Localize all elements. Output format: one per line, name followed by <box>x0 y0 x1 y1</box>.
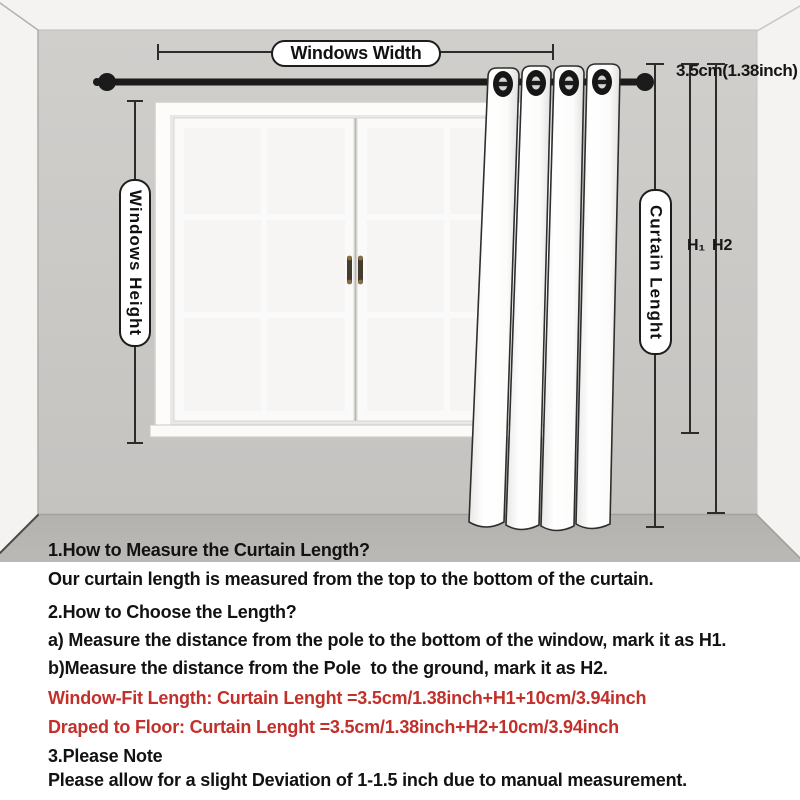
windows-width-label <box>271 40 441 67</box>
instruction-line: 1.How to Measure the Curtain Length? <box>48 540 370 560</box>
rod-finial-right <box>636 73 654 91</box>
grommet-icon <box>559 70 579 96</box>
instruction-line: b)Measure the distance from the Pole to the ground, mark it as H2. <box>48 658 608 678</box>
h1-label: H₁ <box>687 237 706 254</box>
windows-height-text: Windows Height <box>126 189 145 337</box>
instruction-line-formula: Draped to Floor: Curtain Lenght =3.5cm/1.38inch+H2+10cm/3.94inch <box>48 717 619 737</box>
rod-offset-label: 3.5cm(1.38inch) <box>676 61 798 80</box>
grommet-icon <box>526 70 546 96</box>
instruction-line-formula: Window-Fit Length: Curtain Lenght =3.5cm/1.38inch+H1+10cm/3.94inch <box>48 688 647 708</box>
instruction-line: Our curtain length is measured from the top to the bottom of the curtain. <box>48 569 654 589</box>
instruction-line: Please allow for a slight Deviation of 1-1.5 inch due to manual measurement. <box>48 770 687 790</box>
h2-label: H2 <box>712 237 733 254</box>
curtain-length-label <box>639 189 672 355</box>
grommet-icon <box>592 69 612 95</box>
instruction-line: 3.Please Note <box>48 746 163 766</box>
curtain-length-text: Curtain Lenght <box>646 204 666 340</box>
curtain-panel <box>469 64 620 531</box>
windows-height-label <box>119 179 151 347</box>
grommet-icon <box>493 71 513 97</box>
instruction-line: 2.How to Choose the Length? <box>48 602 297 622</box>
instruction-line: a) Measure the distance from the pole to the bottom of the window, mark it as H1. <box>48 630 727 650</box>
windows-width-text: Windows Width <box>290 43 422 63</box>
